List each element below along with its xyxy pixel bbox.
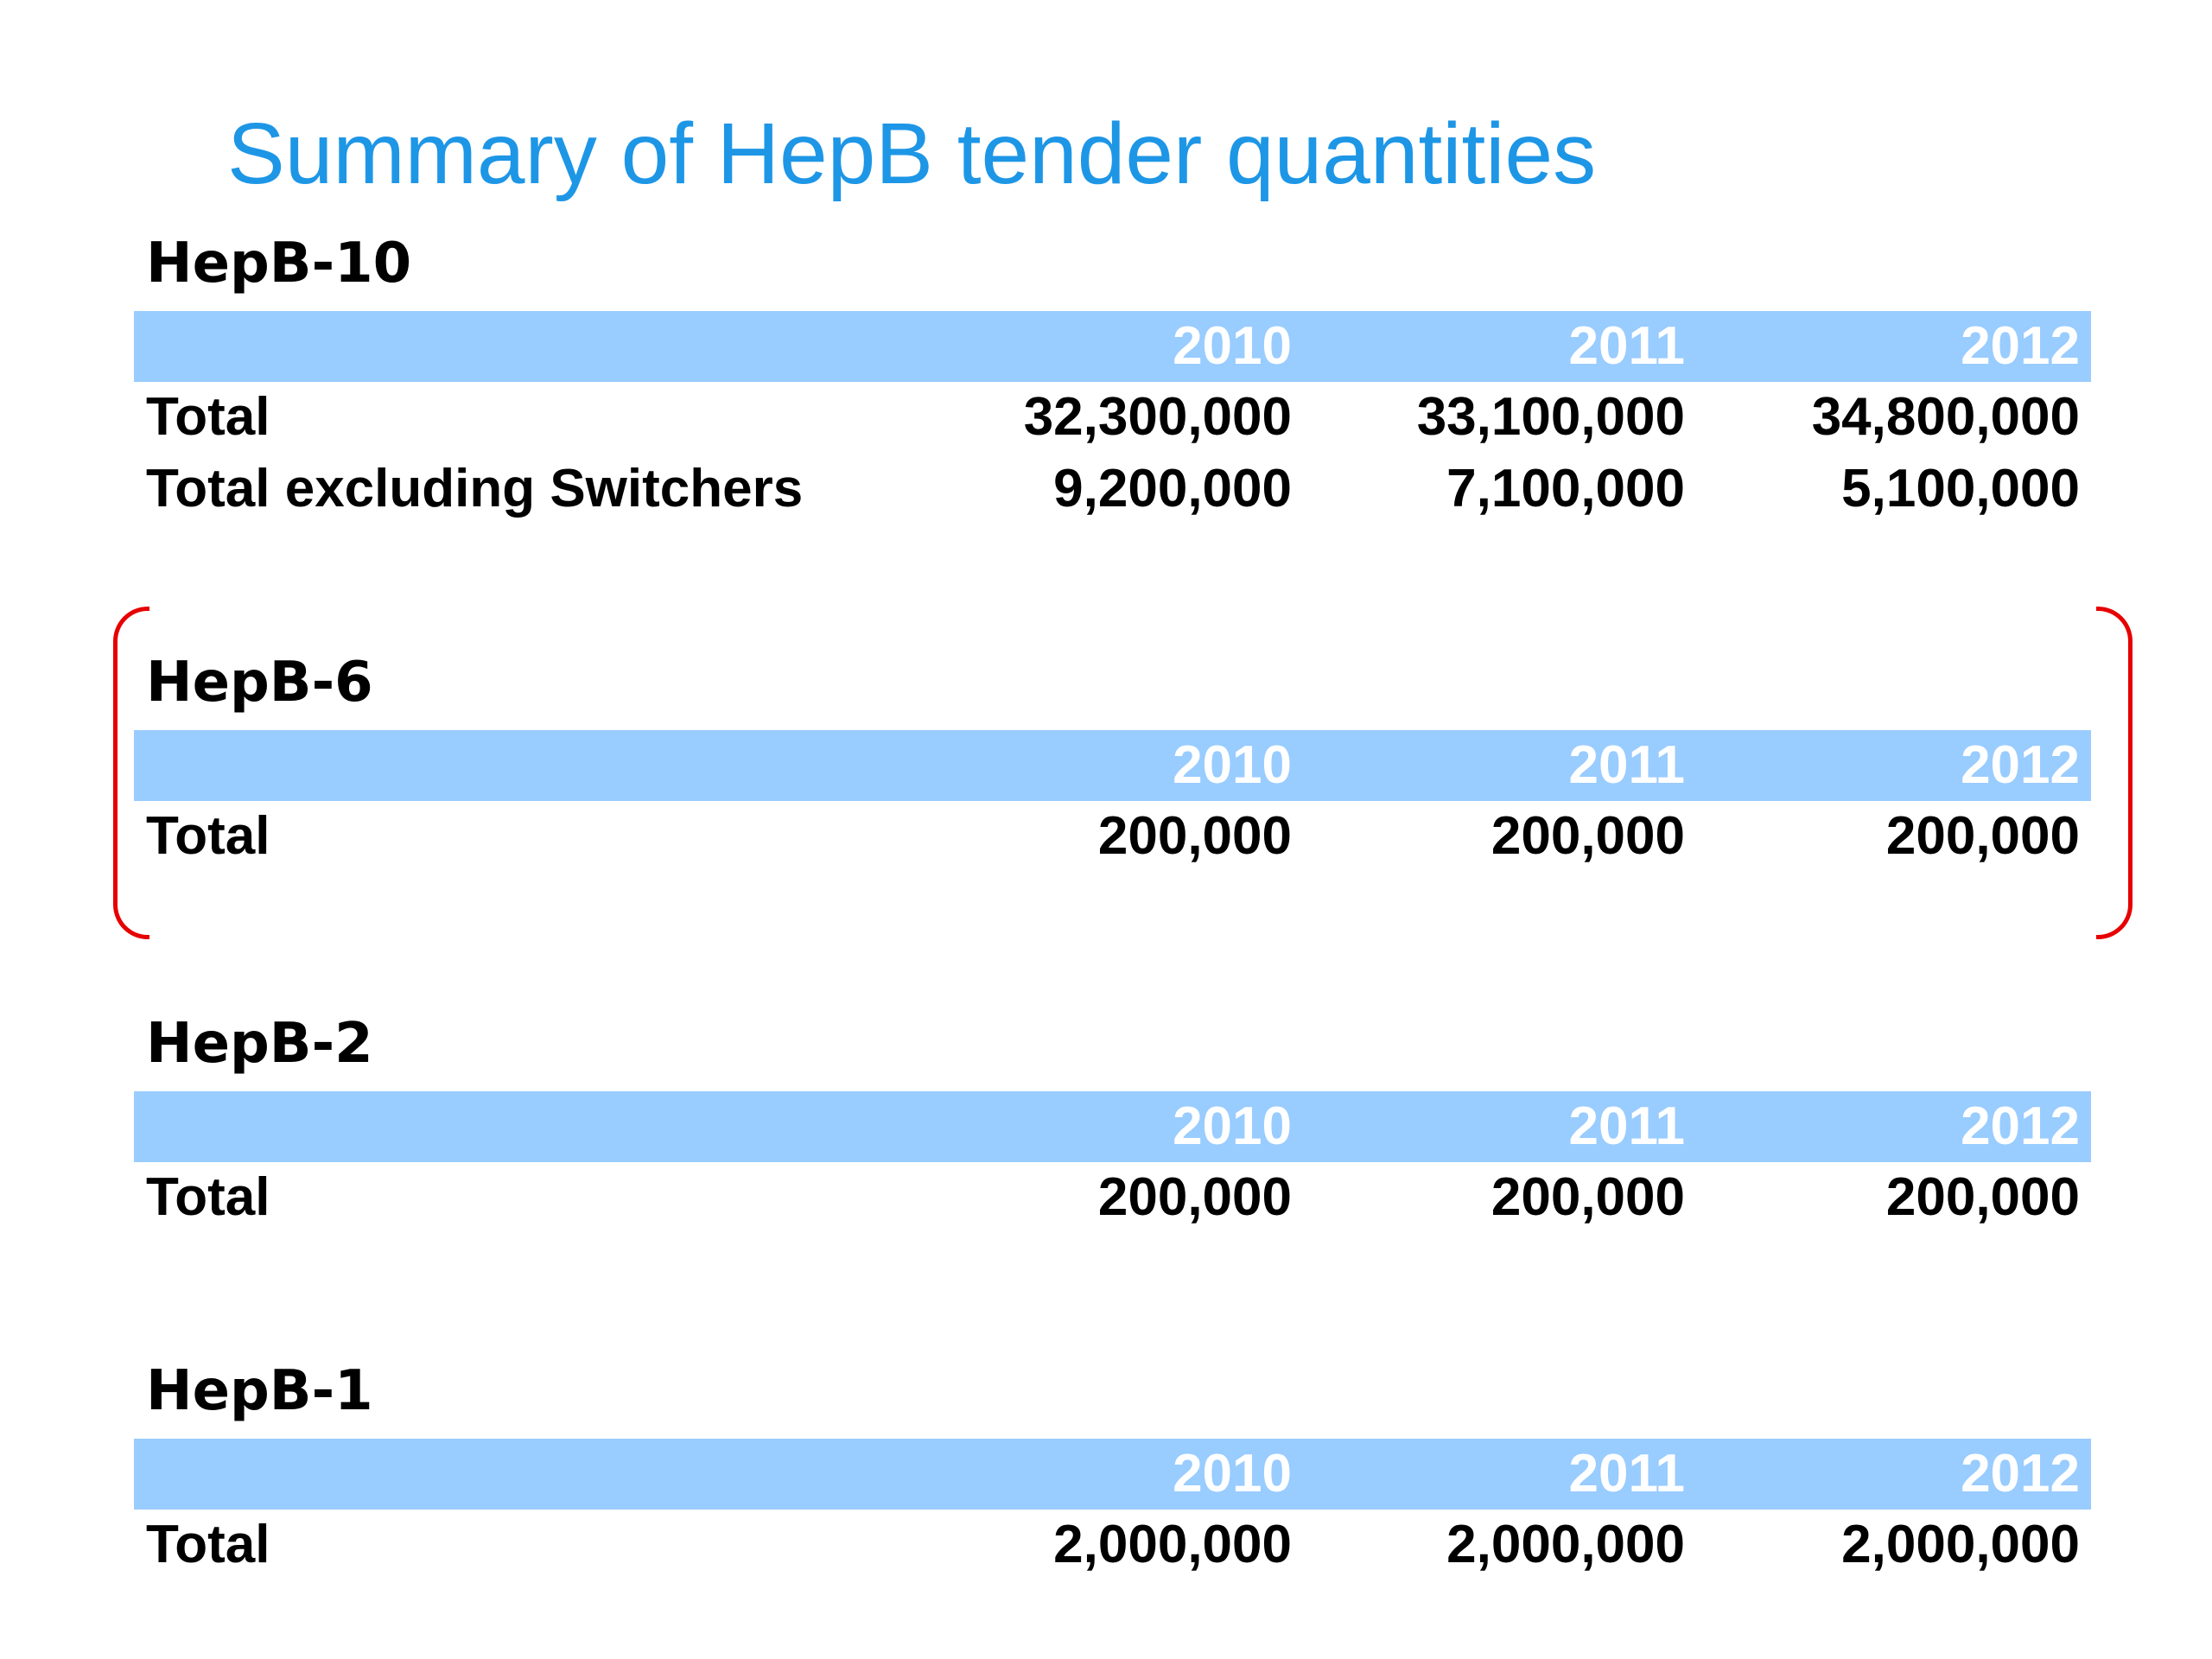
table-cell: 2,000,000 [1053, 1515, 1292, 1574]
table-cell: 2,000,000 [1446, 1515, 1685, 1574]
year-header: 2011 [1568, 316, 1685, 376]
table-cell: 200,000 [1885, 806, 2080, 866]
year-header: 2010 [1173, 1444, 1292, 1503]
table-cell: 32,300,000 [1023, 387, 1292, 447]
row-label: Total [146, 387, 270, 447]
year-header-bar [134, 1091, 2091, 1162]
year-header: 2011 [1568, 1096, 1685, 1156]
year-header: 2010 [1173, 316, 1292, 376]
table-cell: 9,200,000 [1053, 459, 1292, 518]
left-bracket [113, 607, 149, 939]
year-header-bar [134, 1439, 2091, 1510]
table-row [134, 801, 2091, 872]
section-heading: HepB-1 [146, 1359, 373, 1423]
row-label: Total excluding Switchers [146, 459, 804, 518]
year-header: 2012 [1961, 735, 2080, 795]
table-cell: 200,000 [1491, 1167, 1685, 1227]
table-row [134, 382, 2091, 453]
table-cell: 33,100,000 [1416, 387, 1685, 447]
year-header-bar [134, 311, 2091, 382]
year-header: 2011 [1568, 735, 1685, 795]
table-row [134, 454, 2091, 524]
year-header: 2011 [1568, 1444, 1685, 1503]
table-cell: 200,000 [1097, 806, 1292, 866]
year-header: 2012 [1961, 1444, 2080, 1503]
row-label: Total [146, 1167, 270, 1227]
table-cell: 2,000,000 [1841, 1515, 2080, 1574]
row-label: Total [146, 806, 270, 866]
year-header: 2012 [1961, 316, 2080, 376]
table-cell: 5,100,000 [1841, 459, 2080, 518]
table-row [134, 1510, 2091, 1580]
year-header: 2010 [1173, 1096, 1292, 1156]
table-cell: 200,000 [1491, 806, 1685, 866]
table-cell: 200,000 [1885, 1167, 2080, 1227]
year-header: 2010 [1173, 735, 1292, 795]
section-heading: HepB-10 [146, 232, 412, 296]
year-header: 2012 [1961, 1096, 2080, 1156]
table-cell: 200,000 [1097, 1167, 1292, 1227]
right-bracket [2096, 607, 2133, 939]
year-header-bar [134, 730, 2091, 801]
section-heading: HepB-2 [146, 1012, 373, 1076]
section-heading: HepB-6 [146, 651, 373, 715]
table-cell: 7,100,000 [1446, 459, 1685, 518]
table-row [134, 1162, 2091, 1233]
page-title: Summary of HepB tender quantities [227, 105, 1597, 202]
row-label: Total [146, 1515, 270, 1574]
table-cell: 34,800,000 [1811, 387, 2080, 447]
